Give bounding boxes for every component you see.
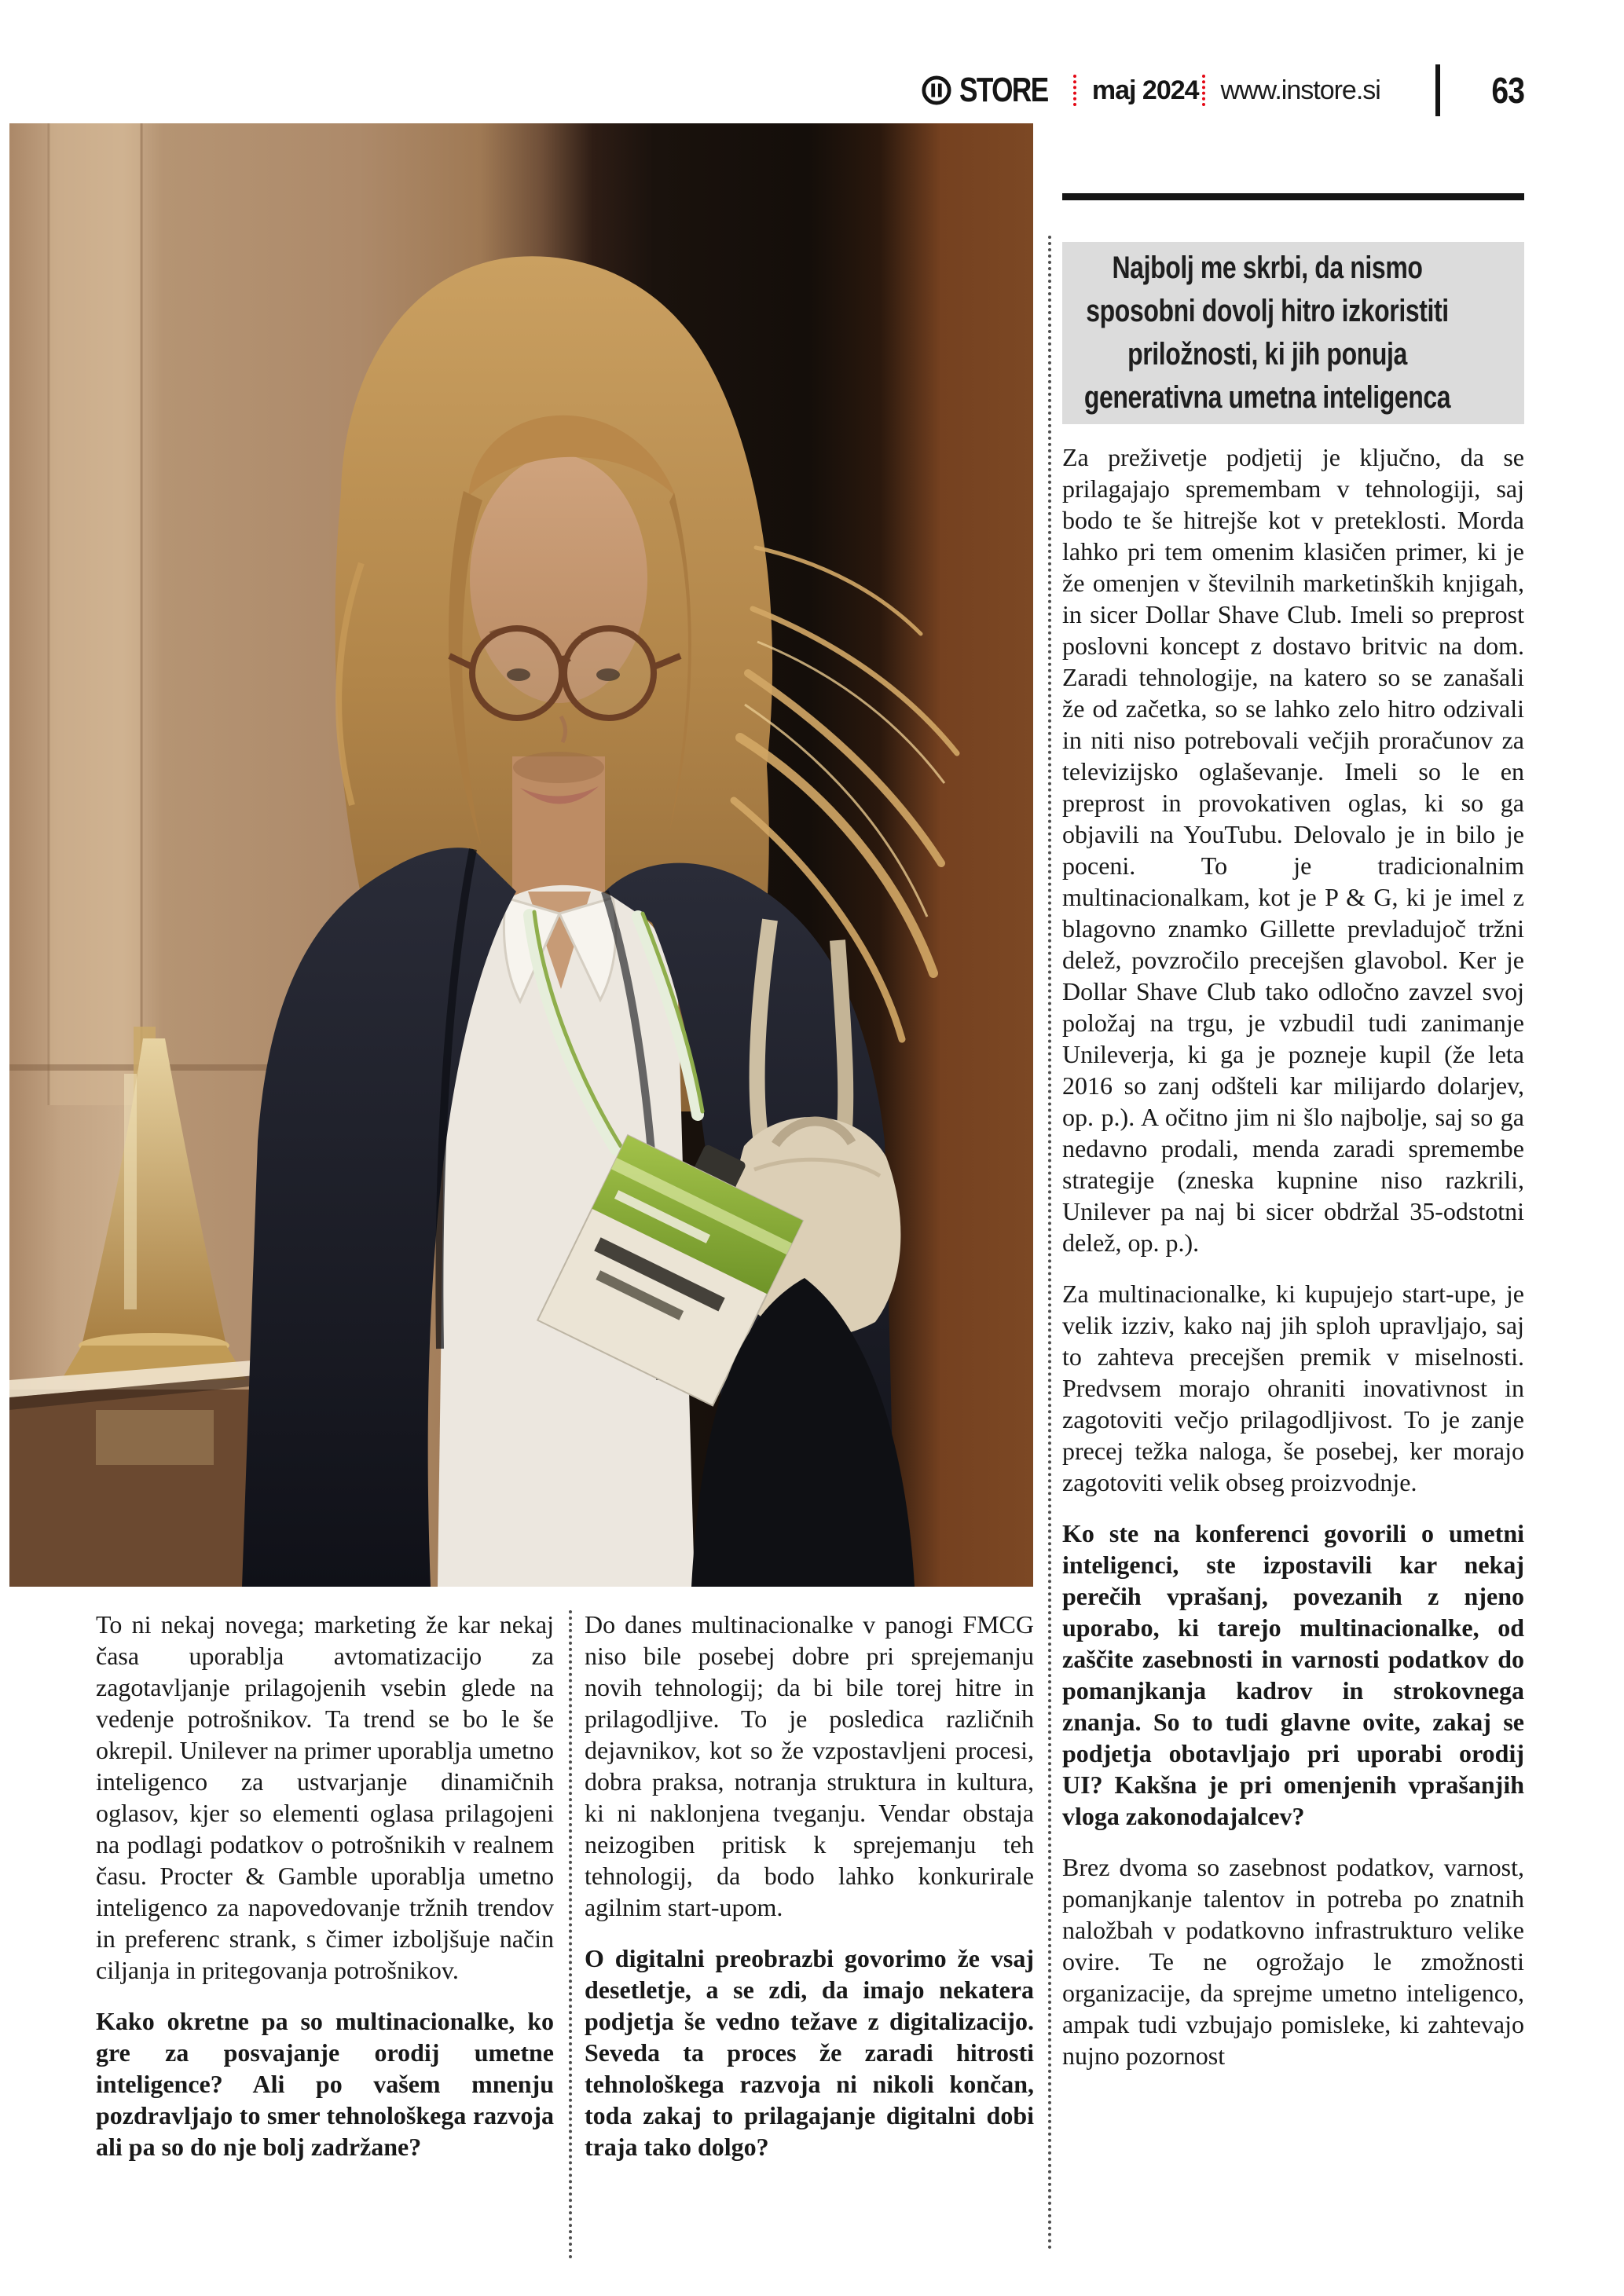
magazine-title: STORE bbox=[959, 71, 1048, 109]
interview-question: Kako okretne pa so multinacionalke, ko gre za posvajanje orodij umetne inteligence? Ali po vašem mnenju pozdravljajo to smer tehnološkega razvoja ali pa so do nje bolj zadržane? bbox=[96, 2007, 554, 2161]
pagenumber-divider bbox=[1435, 64, 1440, 116]
column-divider-dotted bbox=[569, 1610, 572, 2259]
header-divider-icon bbox=[1073, 75, 1076, 106]
pull-quote-line: sposobni dovolj hitro izkoristiti bbox=[1086, 294, 1449, 328]
paragraph: Brez dvoma so zasebnost podatkov, varnost, pomanjkanje talentov in potreba po znatnih naložbah v podatkovno infrastrukturo velike ovire. Te ne ogrožajo le zmožnosti organizacije, da sprejme umetno inteligenco, ampak tudi vzbujajo pomisleke, ki zahtevajo nujno pozornost bbox=[1062, 1853, 1524, 2070]
instore-logo-icon bbox=[922, 75, 951, 105]
conference-photo-illustration bbox=[9, 123, 1033, 1587]
header-rule bbox=[1062, 193, 1524, 200]
interview-question: Ko ste na konferenci govorili o umetni inteligenci, ste izpostavili kar nekaj perečih vprašanj, povezanih z njeno uporabo, ki tarejo multinacionalke, od zaščite zasebnosti in varnosti podatkov do pomanjkanja kadrov in strokovnega znanja. So to tudi glavne ovite, zakaj se podjetja obotavljajo pri uporabi orodij UI? Kakšna je pri omenjenih vprašanjih vloga zakonodajalcev? bbox=[1062, 1519, 1524, 1830]
issue-date: maj 2024 bbox=[1091, 75, 1199, 105]
header-divider-icon bbox=[1202, 75, 1205, 106]
article-column-middle bbox=[585, 1609, 1034, 2182]
website-url[interactable]: www.instore.si bbox=[1220, 75, 1380, 105]
paragraph: Do danes multinacionalke v panogi FMCG niso bile posebej dobre pri sprejemanju novih tehnologij; da bi bile torej hitre in prilagodljive. To je posledica različnih dejavnikov, kot so že vzpostavljeni procesi, dobra praksa, notranja struktura in kultura, ki ni naklonjena tveganju. Vendar obstaja neizogiben pritisk k sprejemanju teh tehnologij, da bodo lahko konkurirale agilnim start-upom. bbox=[585, 1610, 1034, 1921]
article-column-right bbox=[1062, 441, 1524, 2091]
paragraph: Za multinacionalke, ki kupujejo start-upe, je velik izziv, kako naj jih sploh upravljajo, saj to zahteva precejšen premik v miselnosti. Predvsem morajo ohraniti inovativnost in zagotoviti večjo prilagodljivost. To je zanje precej težka naloga, še posebej, ker morajo zagotoviti velik obseg proizvodnje. bbox=[1062, 1280, 1524, 1496]
paragraph: To ni nekaj novega; marketing že kar nekaj časa uporablja avtomatizacijo za zagotavljanje prilagojenih vsebin glede na vedenje potrošnikov. Ta trend se bo le še okrepil. Unilever na primer uporablja umetno inteligenco za ustvarjanje dinamičnih oglasov, kjer so elementi oglasa prilagojeni na podlagi podatkov o potrošnikih v realnem času. Procter & Gamble uporablja umetno inteligenco za napovedovanje tržnih trendov in preferenc strank, s čimer izboljšuje način ciljanja in pritegovanja potrošnikov. bbox=[96, 1610, 554, 1984]
pull-quote-line: Najbolj me skrbi, da nismo bbox=[1112, 251, 1423, 285]
paragraph: Za preživetje podjetij je ključno, da se prilagajajo spremembam v tehnologiji, saj bodo te še hitrejše kot v preteklosti. Morda lahko pri tem omenim klasičen primer, ki je že omenjen v številnih marketinških knjigah, in sicer Dollar Shave Club. Imeli so preprost poslovni koncept z dostavo britvic na dom. Zaradi tehnologije, na katero so se zanašali že od začetka, so se lahko zelo hitro odzivali in niti niso potrebovali večjih proračunov za televizijsko oglaševanje. Imeli so le en preprost in provokativen oglas, ki so ga objavili na YouTubu. Delovalo je in bilo je poceni. To je tradicionalnim multinacionalkam, kot je P & G, ki je imel z blagovno znamko Gillette prevladujoč tržni delež, povzročilo precejšen glavobol. Ker je Dollar Shave Club tako odločno zavzel svoj položaj na trgu, je vzbudil tudi zanimanje Unileverja, ki ga je pozneje kupil (že leta 2016 so zanj odšteli kar milijardo dolarjev, op. p.). A očitno jim ni šlo najbolje, saj so ga nedavno prodali, menda zaradi spremembe strategije (zneska kupnine niso razkrili, Unilever pa naj bi sicer obdržal 35-odstotni delež, op. p.). bbox=[1062, 443, 1524, 1257]
pull-quote-line: priložnosti, ki jih ponuja bbox=[1127, 337, 1407, 372]
pull-quote-text bbox=[1061, 247, 1472, 419]
pull-quote-line: generativna umetna inteligenca bbox=[1083, 380, 1451, 415]
article-column-left bbox=[96, 1609, 554, 2182]
column-divider-dotted bbox=[1048, 236, 1051, 2251]
page-header bbox=[922, 64, 1524, 116]
interview-question: O digitalni preobrazbi govorimo že vsaj desetletje, a se zdi, da imajo nekatera podjetja še vedno težave z digitalizacijo. Seveda ta proces že zaradi hitrosti tehnološkega razvoja ni nikoli končan, toda zakaj to prilagajanje digitalni dobi traja tako dolgo? bbox=[585, 1944, 1034, 2161]
pull-quote-box bbox=[1062, 242, 1524, 424]
page-number: 63 bbox=[1491, 70, 1524, 111]
conference-photo bbox=[9, 123, 1033, 1587]
